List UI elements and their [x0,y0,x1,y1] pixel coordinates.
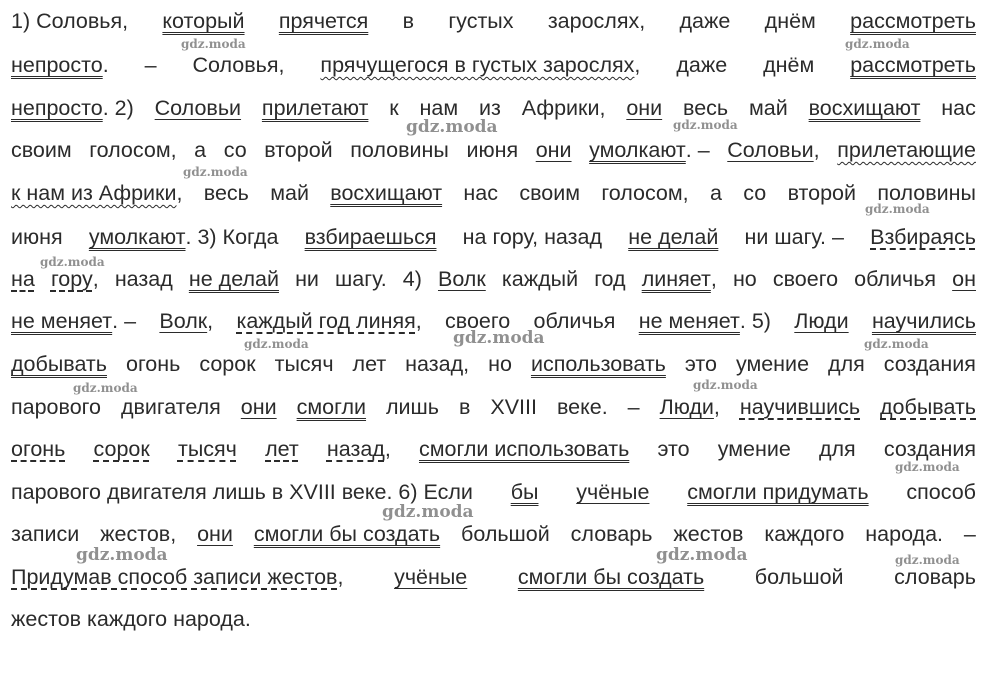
word: своего [772,267,839,291]
word: весь [683,96,729,120]
word-group [660,392,720,422]
word-group [639,306,771,336]
word: к [389,96,399,120]
word: своим [11,138,72,162]
word-group [642,264,717,294]
word: июня [466,138,519,162]
word: ни шагу. – [744,225,844,249]
word: в [458,395,471,419]
word: лет [352,352,387,376]
adverbial-phrase: сорок [93,437,150,461]
watermark: gdz.moda [864,337,929,351]
text-line [11,222,976,252]
word: голосом, [601,181,689,205]
subject: учёные [576,480,650,504]
word: нас [463,181,498,205]
word-group [89,222,279,252]
word: создания [883,437,976,461]
word: своим [519,181,581,205]
participial-phrase: прилетающие [837,138,976,162]
word: . – [112,309,137,333]
text-line [11,604,976,634]
word: жестов [673,522,744,546]
word: в [402,9,415,33]
watermark: gdz.moda [73,381,138,395]
adverbial-phrase: на [11,267,35,291]
word: жестов каждого народа. [11,607,251,631]
word: – [144,53,157,77]
word-group [11,93,134,123]
predicate: смогли бы создать [517,565,705,589]
text-line [11,6,976,36]
word: май [749,96,788,120]
adverbial-phrase: Взбираясь [870,225,976,249]
predicate: непросто [11,53,103,77]
word: весь [203,181,249,205]
watermark: gdz.moda [845,37,910,51]
watermark: gdz.moda [76,545,168,565]
subject: они [197,522,233,546]
word: нас [941,96,976,120]
word: назад, [405,352,470,376]
subject: учёные [394,565,468,589]
adverbial-phrase: Придумав способ записи жестов [11,565,338,589]
word: парового [11,395,101,419]
predicate: смогли [296,395,367,419]
text-line [11,562,976,592]
word: май [270,181,309,205]
word: словарь [894,565,976,589]
predicate: восхищают [330,181,443,205]
predicate: рассмотреть [850,9,976,33]
watermark: gdz.moda [865,202,930,216]
word: но [732,267,757,291]
subject: Люди [794,309,849,333]
text-line [11,392,976,422]
predicate: непросто [11,96,103,120]
adverbial-phrase: добывать [880,395,976,419]
word: ни [295,267,319,291]
word: огонь [125,352,181,376]
word: . [102,53,109,77]
word: каждый [501,267,579,291]
word: умение [735,352,810,376]
predicate: научились [871,309,976,333]
text-line [11,349,976,379]
participial-phrase: к нам из Африки [11,181,177,205]
word: год [594,267,626,291]
word: сорок [199,352,256,376]
word: , [634,53,641,77]
subject: они [240,395,277,419]
word-group [727,135,819,165]
word: нам [419,96,459,120]
text-line [11,434,976,464]
word: записи [11,522,80,546]
word: днём [763,53,815,77]
adverbial-phrase: научившись [739,395,861,419]
word: народа. [865,522,944,546]
word: для [818,437,856,461]
word: каждого [764,522,845,546]
word: умение [717,437,791,461]
subject: он [952,267,976,291]
word: – [963,522,976,546]
subject: Соловьи [154,96,242,120]
word: , [337,565,344,589]
word: парового двигателя лишь в XVIII веке. 6) Если [11,480,473,504]
word-group [320,50,640,80]
watermark: gdz.moda [673,118,738,132]
subject: они [626,96,663,120]
word: но [488,352,512,376]
predicate: линяет [641,267,711,291]
watermark: gdz.moda [406,117,498,137]
watermark: gdz.moda [453,328,545,348]
word-group [11,50,109,80]
predicate: умолкают [88,225,186,249]
predicate: который [162,9,245,33]
predicate: смогли использовать [418,437,630,461]
text-line [11,477,976,507]
word: создания [883,352,976,376]
word: 1) Соловья, [11,9,129,33]
word: , [415,309,422,333]
word: со [223,138,247,162]
word: обличья [533,309,616,333]
word-group [589,135,710,165]
word: способ [906,480,976,504]
word: , [710,267,717,291]
word: это [684,352,717,376]
word: , [384,437,391,461]
predicate: бы [510,480,539,504]
predicate: прячется [278,9,369,33]
word: , [813,138,820,162]
word: половины [350,138,449,162]
word: . 5) [739,309,771,333]
word: а [194,138,207,162]
word: , [176,181,183,205]
word: а [709,181,722,205]
word: из [479,96,501,120]
text-line [11,178,976,208]
word: двигателя [120,395,221,419]
word: – [627,395,640,419]
predicate: использовать [530,352,666,376]
word: даже [676,53,728,77]
word: со [743,181,767,205]
word: . 2) [102,96,134,120]
word: своего [445,309,511,333]
watermark: gdz.moda [382,502,474,522]
adverbial-phrase: тысяч [177,437,237,461]
word: , [713,395,720,419]
predicate: не меняет [638,309,740,333]
word: июня [11,225,63,249]
word: . 3) Когда [185,225,279,249]
predicate: прилетают [261,96,369,120]
predicate: не меняет [11,309,113,333]
predicate: взбираешься [304,225,437,249]
adverbial-phrase: огонь [11,437,66,461]
word: . – [685,138,710,162]
word: днём [764,9,816,33]
participial-phrase: прячущегося в густых зарослях [320,53,635,77]
word-group [327,434,391,464]
adverbial-phrase: лет [265,437,299,461]
word: 4) [402,267,422,291]
word: второй [787,181,856,205]
word: словарь [570,522,653,546]
predicate: умолкают [589,138,686,162]
word: на гору, назад [462,225,603,249]
text-line [11,264,976,294]
watermark: gdz.moda [895,460,960,474]
word: обличья [854,267,937,291]
word: шагу. [335,267,387,291]
word-group [11,562,343,592]
watermark: gdz.moda [244,337,309,351]
word: это [657,437,690,461]
word: даже [679,9,731,33]
word: большой [461,522,550,546]
word-group [11,306,136,336]
predicate: не делай [188,267,279,291]
word: густых [448,9,514,33]
subject: они [535,138,572,162]
subject: Соловьи [727,138,814,162]
predicate: не делай [628,225,719,249]
word: , [92,267,99,291]
word: тысяч [274,352,334,376]
predicate: добывать [11,352,107,376]
watermark: gdz.moda [183,165,248,179]
predicate: смогли бы создать [253,522,441,546]
word-group [159,306,213,336]
predicate: рассмотреть [850,53,976,77]
word: веке. [556,395,608,419]
adverbial-phrase: гору [50,267,93,291]
word-group [236,306,421,336]
word: голосом, [89,138,177,162]
word: лишь [386,395,440,419]
watermark: gdz.moda [40,255,105,269]
subject: Волк [437,267,486,291]
subject: Люди [659,395,714,419]
word-group [11,178,182,208]
word: второй [264,138,333,162]
adverbial-phrase: каждый год линяя [236,309,416,333]
watermark: gdz.moda [181,37,246,51]
text-line [11,135,976,165]
word: Африки, [521,96,606,120]
word: для [828,352,865,376]
adverbial-phrase: назад [326,437,385,461]
subject: Волк [159,309,208,333]
predicate: восхищают [808,96,921,120]
word: зарослях, [547,9,646,33]
word: XVIII [490,395,537,419]
word: Соловья, [192,53,285,77]
watermark: gdz.moda [656,545,748,565]
watermark: gdz.moda [693,378,758,392]
word: назад [114,267,173,291]
word: половины [877,181,976,205]
watermark: gdz.moda [895,553,960,567]
word: большой [754,565,844,589]
text-line [11,50,976,80]
word: жестов, [100,522,177,546]
predicate: смогли придумать [687,480,869,504]
word: , [207,309,214,333]
